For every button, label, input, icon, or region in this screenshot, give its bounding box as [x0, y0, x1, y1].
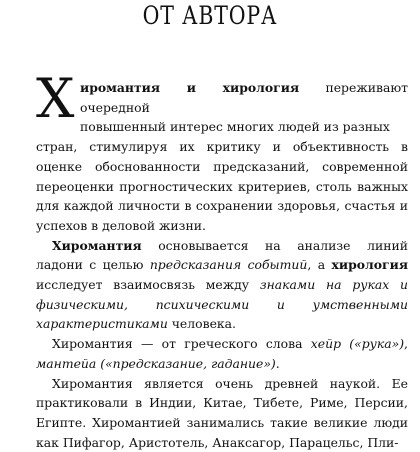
body-text: [36, 78, 408, 452]
text-run: .: [275, 355, 280, 371]
paragraph-4: [36, 374, 408, 452]
italic-term: («рука»): [349, 336, 405, 352]
italic-term: мантейа: [36, 355, 97, 371]
bold-term: иромантия и хирология: [80, 80, 300, 95]
text-run: повышенный интерес многих людей из разных: [80, 119, 390, 135]
italic-term: предсказания событий: [149, 257, 308, 273]
text-run: человека.: [167, 316, 236, 332]
text-run: исследует взаимосвязь между: [36, 277, 260, 293]
text-run: стран, стимулируя их критику и объективность в оценке обоснованности предсказаний, современной переоценки прогностических критериев, столь важных для каждой личности в сохранении здоровья, счастья и успехов в деловой жизни.: [36, 139, 408, 233]
paragraph-2: [36, 236, 408, 335]
paragraph-1: [80, 78, 408, 137]
text-run: , а: [307, 257, 332, 273]
paragraph-1-continued: [36, 137, 408, 236]
paragraph-3: [36, 334, 408, 373]
text-run: основывается на анализе линий ладони с целью: [36, 237, 408, 273]
italic-term: («предсказание, гадание»): [100, 355, 276, 371]
bold-term: хирология: [331, 257, 408, 273]
text-run: Хиромантия — от греческого слова: [52, 336, 311, 352]
text-run: переживают очередной: [80, 80, 408, 115]
italic-term: хейр: [310, 336, 342, 352]
bold-term: Хиромантия: [52, 237, 142, 253]
drop-cap: Х: [36, 67, 75, 130]
italic-term: знаками на руках и физическими, психическими и умственными характеристиками: [36, 277, 408, 332]
text-run: ,: [404, 336, 408, 352]
chapter-heading: ОТ АВТОРА: [142, 1, 278, 30]
text-run: Хиромантия является очень древней наукой. Ее практиковали в Индии, Китае, Тибете, Риме, Персии, Египте. Хиромантией занимались такие великие люди как Пифагор, Аристотель, Анаксагор, Парацельс, Пли-: [36, 375, 408, 450]
